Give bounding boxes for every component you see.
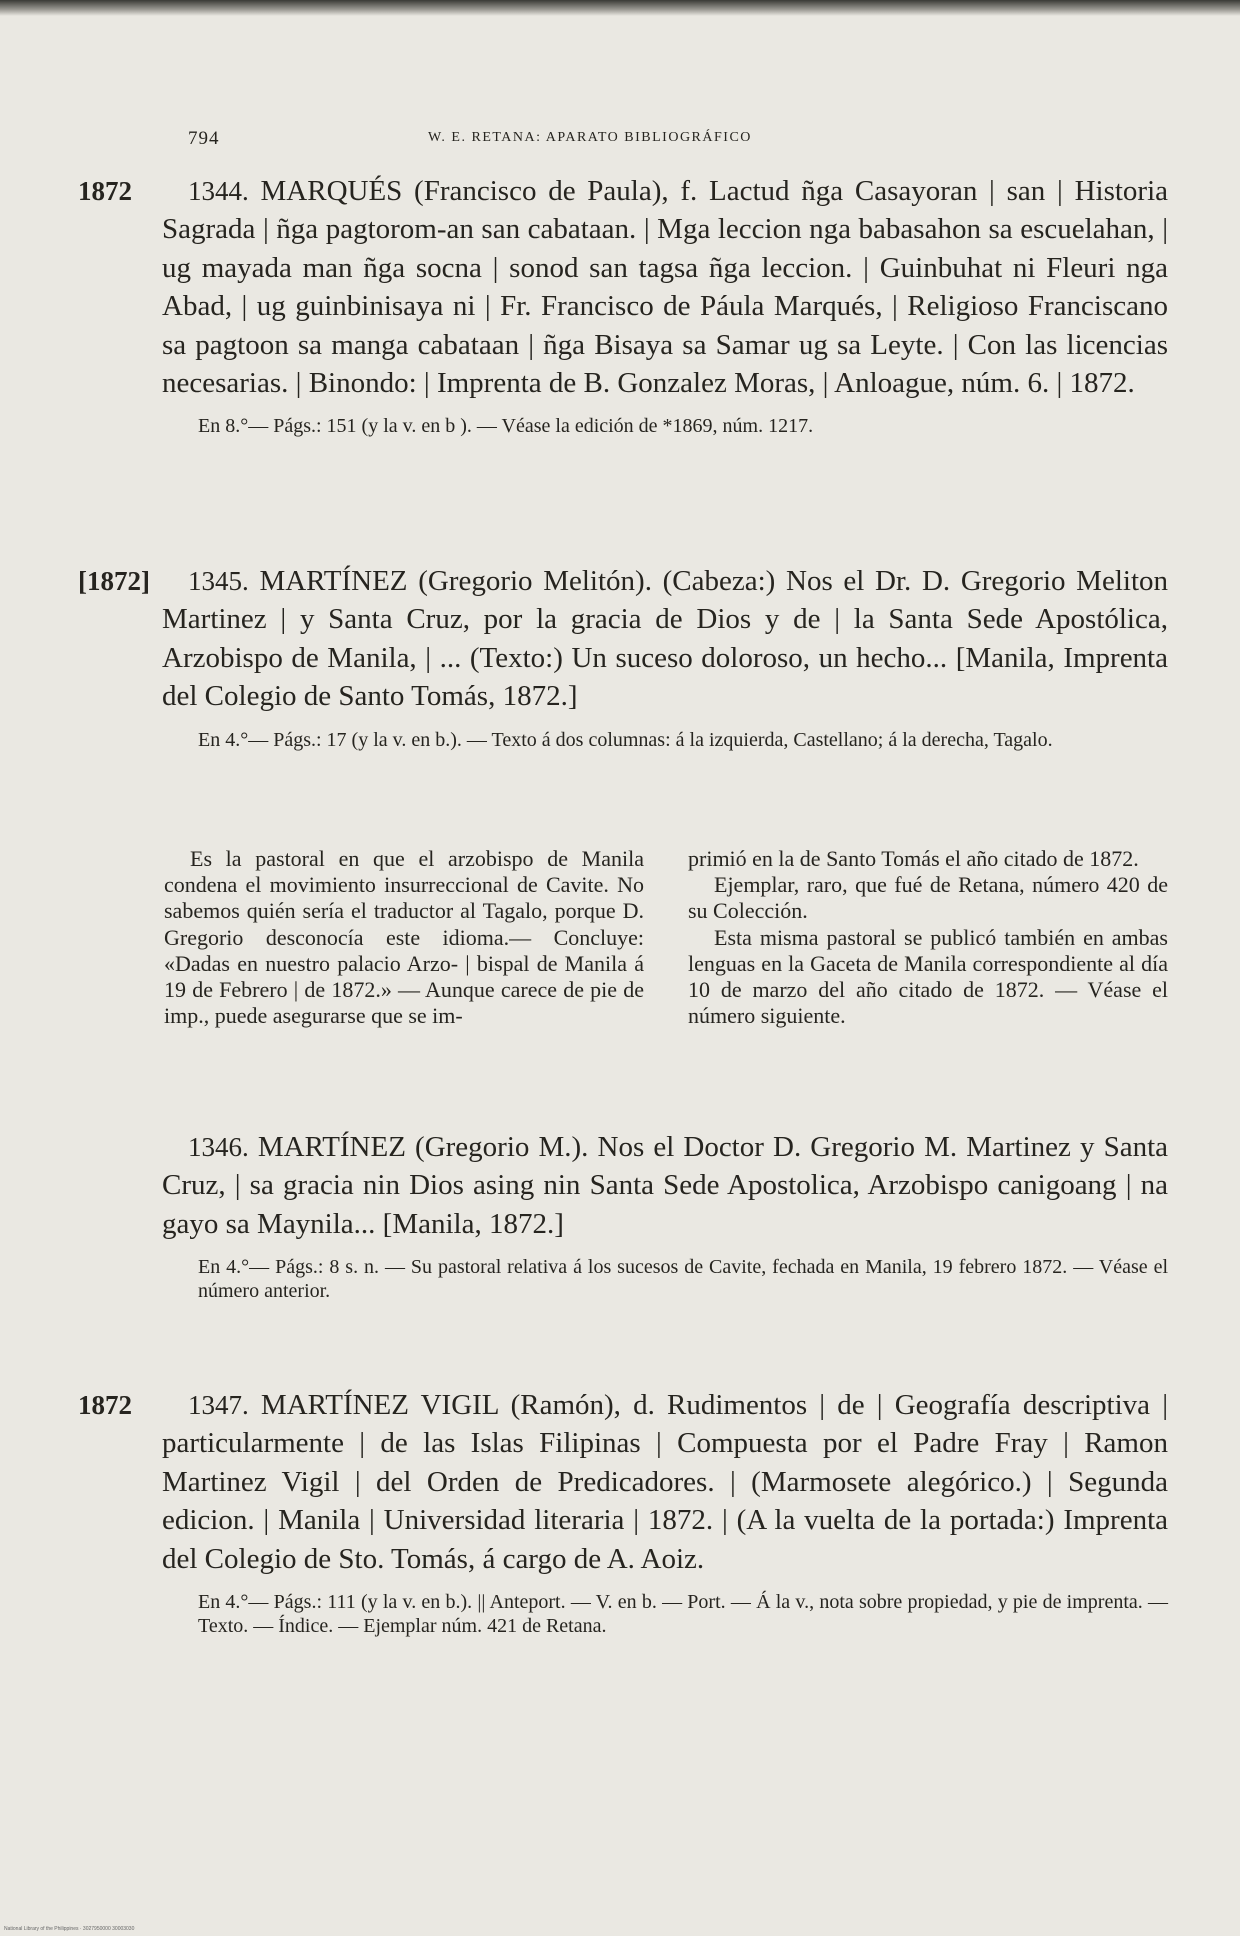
page-header — [188, 128, 1148, 160]
entry-number: 1347. — [188, 1390, 249, 1420]
entry-collation: En 4.°— Págs.: 8 s. n. — Su pastoral relativa á los sucesos de Cavite, fechada en Manila, 19 febrero 1872. — Véase el número anterior. — [198, 1256, 1168, 1303]
entry-number: 1344. — [188, 176, 249, 206]
entry-year: [1872] — [78, 566, 150, 596]
entry-number: 1346. — [188, 1132, 249, 1162]
entry-body: MARQUÉS (Francisco de Paula), f. Lactud ñga Casayoran | san | Historia Sagrada | ñga pagtorom-an san cabataan. | Mga leccion nga babasahon sa escuelahan, | ug mayada man ñga socna | sonod san tagsa ñga leccion. | Guinbuhat ni Fleuri nga Abad, | ug guinbinisaya ni | Fr. Francisco de Páula Marqués, | Religioso Franciscano sa pagtoon sa manga cabataan | ñga Bisaya sa Samar ug sa Leyte. | Con las licencias necesarias. | Binondo: | Imprenta de B. Gonzalez Moras, | Anloague, núm. 6. | 1872. — [162, 175, 1168, 400]
note-paragraph: Esta misma pastoral se publicó también en ambas lenguas en la Gaceta de Manila correspondiente al día 10 de marzo del año citado de 1872. — Véase el número siguiente. — [688, 924, 1168, 1029]
entry-text — [162, 1128, 1168, 1243]
note-paragraph: Ejemplar, raro, que fué de Retana, número 420 de su Colección. — [688, 872, 1168, 924]
entry-1345-notes — [164, 846, 1168, 1029]
entry-body: MARTÍNEZ (Gregorio Melitón). (Cabeza:) Nos el Dr. D. Gregorio Meliton Martinez | y Santa Cruz, por la gracia de Dios y de | la Santa Sede Apostólica, Arzobispo de Manila, | ... (Texto:) Un suceso doloroso, un hecho... [Manila, Imprenta del Colegio de Santo Tomás, 1872.] — [162, 565, 1169, 713]
entry-collation: En 4.°— Págs.: 111 (y la v. en b.). || Anteport. — V. en b. — Port. — Á la v., nota sobre propiedad, y pie de imprenta. — Texto. — Índice. — Ejemplar núm. 421 de Retana. — [198, 1591, 1168, 1638]
entry-1344 — [78, 172, 1168, 438]
entry-year: 1872 — [78, 176, 132, 206]
entry-body: MARTÍNEZ VIGIL (Ramón), d. Rudimentos | de | Geografía descriptiva | particularmente | de las Islas Filipinas | Compuesta por el Padre Fray | Ramon Martinez Vigil | del Orden de Predicadores. | (Marmosete alegórico.) | Segunda edicion. | Manila | Universidad literaria | 1872. | (A la vuelta de la portada:) Imprenta del Colegio de Sto. Tomás, á cargo de A. Aoiz. — [162, 1389, 1169, 1575]
entry-text — [162, 1386, 1168, 1578]
entry-number: 1345. — [188, 566, 249, 596]
scan-credit: National Library of the Philippines · 3027950000 30003030 — [4, 1926, 135, 1932]
note-paragraph: Es la pastoral en que el arzobispo de Manila condena el movimiento insurreccional de Cavite. No sabemos quién sería el traductor al Tagalo, porque D. Gregorio desconocía este idioma.— Concluye: «Dadas en nuestro palacio Arzo- | bispal de Manila á 19 de Febrero | de 1872.» — Aunque carece de pie de imp., puede asegurarse que se im- — [164, 846, 644, 1029]
entry-text — [162, 172, 1168, 402]
running-title: W. E. RETANA: APARATO BIBLIOGRÁFICO — [428, 130, 752, 145]
entry-1346 — [162, 1128, 1168, 1303]
entry-text — [162, 562, 1168, 716]
entry-year: 1872 — [78, 1390, 132, 1420]
entry-1347 — [78, 1386, 1169, 1638]
note-column-left — [164, 846, 644, 1029]
entry-collation: En 4.°— Págs.: 17 (y la v. en b.). — Texto á dos columnas: á la izquierda, Castellano; á la derecha, Tagalo. — [198, 728, 1053, 751]
note-column-right — [688, 846, 1168, 1029]
entry-collation: En 8.°— Págs.: 151 (y la v. en b ). — Véase la edición de *1869, núm. 1217. — [198, 415, 814, 438]
page-number: 794 — [188, 128, 220, 149]
entry-1345 — [78, 562, 1169, 752]
note-paragraph: primió en la de Santo Tomás el año citado de 1872. — [688, 846, 1139, 871]
entry-body: MARTÍNEZ (Gregorio M.). Nos el Doctor D. Gregorio M. Martinez y Santa Cruz, | sa gracia nin Dios asing nin Santa Sede Apostolica, Arzobispo canigoang | na gayo sa Maynila... [Manila, 1872.] — [162, 1131, 1169, 1240]
